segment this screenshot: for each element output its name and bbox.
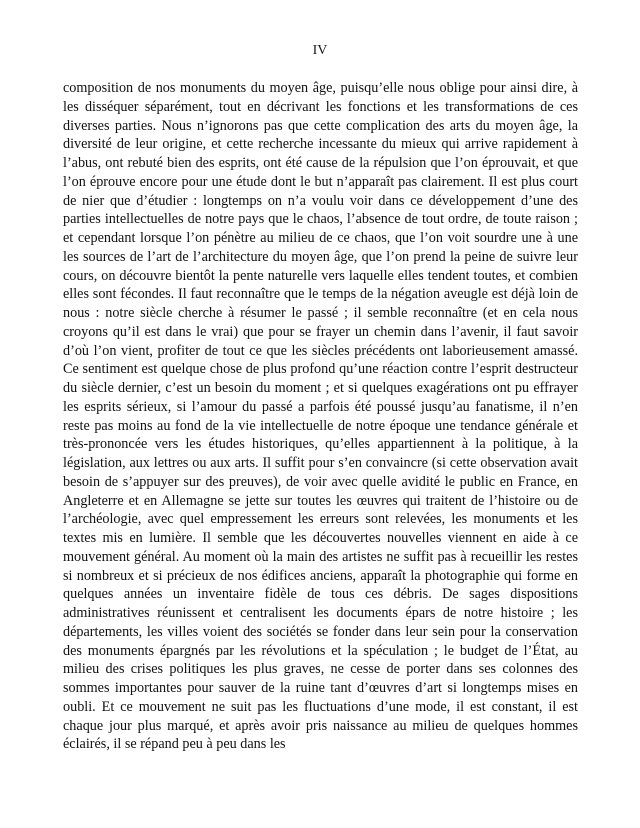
- page-number: IV: [312, 43, 328, 58]
- body-paragraph: composition de nos monuments du moyen âge, puisqu’elle nous oblige pour ainsi dire, à les disséquer séparément, tout en décrivant les fonctions et les transformations de ces diverses parties. Nous n’ignorons pas que cette complication des arts du moyen âge, la diversité de leur origine, et cette recherche incessante du mieux qui arrive rapidement à l’abus, ont rebuté bien des esprits, ont été cause de la répulsion que l’on éprouvait, et que l’on éprouve encore pour une étude dont le but n’apparaît pas clairement. Il est plus court de nier que d’étudier : longtemps on n’a voulu voir dans ce développement d’une des parties intellectuelles de notre pays que le chaos, l’absence de tout ordre, de toute raison ; et cependant lorsque l’on pénètre au milieu de ce chaos, que l’on voit sourdre une à une les sources de l’art de l’architecture du moyen âge, que l’on prend la peine de suivre leur cours, on découvre bientôt la pente naturelle vers laquelle elles tendent toutes, et combien elles sont fécondes. Il faut reconnaître que le temps de la négation aveugle est déjà loin de nous : notre siècle cherche à résumer le passé ; il semble reconnaître (et en cela nous croyons qu’il est dans le vrai) que pour se frayer un chemin dans l’avenir, il faut savoir d’où l’on vient, profiter de tout ce que les siècles précédents ont laborieusement amassé. Ce sentiment est quelque chose de plus profond qu’une réaction contre l’esprit destructeur du siècle dernier, c’est un besoin du moment ; et si quelques exagérations ont pu effrayer les esprits sérieux, si l’amour du passé a parfois été poussé jusqu’au fanatisme, il n’en reste pas moins au fond de la vie intellectuelle de notre époque une tendance générale et très-prononcée vers les études historiques, qu’elles appartiennent à la politique, à la législation, aux lettres ou aux arts. Il suffit pour s’en convaincre (si cette observation avait besoin de s’appuyer sur des preuves), de voir avec quelle avidité le public en France, en Angleterre et en Allemagne se jette sur toutes les œuvres qui traitent de l’histoire ou de l’archéologie, avec quel empressement les erreurs sont relevées, les monuments et les textes mis en lumière. Il semble que les découvertes nouvelles viennent en aide à ce mouvement général. Au moment où la main des artistes ne suffit pas à recueillir les restes si nombreux et si précieux de nos édifices anciens, apparaît la photographie qui forme en quelques années un inventaire fidèle de tous ces débris. De sages dispositions administratives réunissent et centralisent les documents épars de notre histoire ; les départements, les villes voient des sociétés se fonder dans leur sein pour la conservation des monuments épargnés par les révolutions et la spéculation ; le budget de l’État, au milieu des crises politiques les plus graves, ne cesse de porter dans ses colonnes des sommes importantes pour sauver de la ruine tant d’œuvres d’art si longtemps mises en oubli. Et ce mouvement ne suit pas les fluctuations d’une mode, il est constant, il est chaque jour plus marqué, et après avoir pris naissance au milieu de quelques hommes éclairés, il se répand peu à peu dans les: [63, 80, 578, 753]
